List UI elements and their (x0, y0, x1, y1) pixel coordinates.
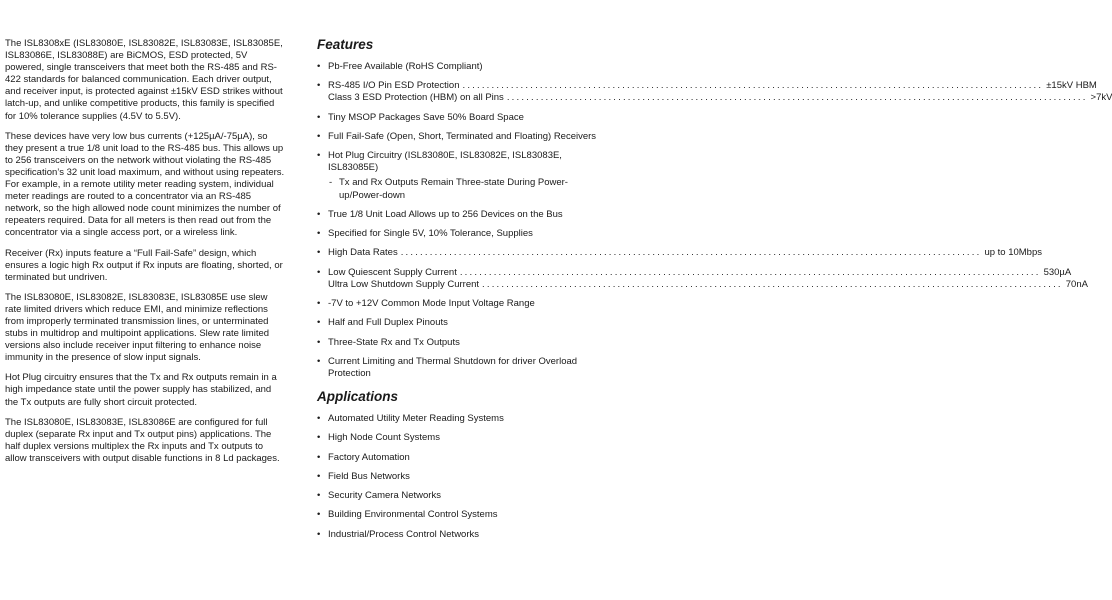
feature-item (317, 317, 597, 329)
dot-leader: ........................................................................................................................ (506, 92, 1088, 104)
application-item: • Industrial/Process Control Networks (317, 529, 597, 541)
spec-label: • Low Quiescent Supply Current (328, 266, 457, 278)
feature-item (317, 150, 597, 201)
dot-leader: ........................................................................................................................ (400, 247, 982, 259)
spec-value: 70nA (1065, 278, 1088, 290)
spec-line (328, 278, 1088, 291)
spec-line (328, 266, 1072, 279)
dot-leader: ........................................................................................................................ (459, 266, 1041, 278)
application-item: • Building Environmental Control Systems (317, 509, 597, 521)
feature-item (317, 61, 597, 73)
feature-subitem: - Tx and Rx Outputs Remain Three-state During Power-up/Power-down (328, 177, 597, 201)
feature-text: Half and Full Duplex Pinouts (328, 317, 448, 329)
application-item: • Security Camera Networks (317, 490, 597, 502)
feature-text: Pb-Free Available (RoHS Compliant) (328, 61, 483, 72)
feature-item (317, 266, 1088, 291)
spec-label: • High Data Rates (328, 247, 398, 259)
spec-label: • RS-485 I/O Pin ESD Protection (328, 80, 460, 92)
feature-text: Current Limiting and Thermal Shutdown for driver Overload Protection (328, 355, 578, 379)
description-paragraph: Hot Plug circuitry ensures that the Tx and Rx outputs remain in a high impedance state until the power supply has stabilized, and the Tx outputs are fully short circuit protected. (5, 372, 277, 408)
spec-value: ±15kV HBM (1046, 80, 1097, 92)
spec-label: Ultra Low Shutdown Supply Current (328, 278, 480, 290)
feature-item (317, 209, 597, 221)
spec-value: >7kV (1090, 92, 1112, 104)
right-column (317, 37, 1112, 548)
spec-line (328, 80, 1097, 92)
application-item: • Field Bus Networks (317, 471, 597, 483)
features-heading: Features (317, 37, 374, 52)
feature-item (317, 247, 1043, 259)
spec-line (328, 247, 1043, 259)
feature-item (317, 112, 597, 124)
applications-heading: Applications (317, 389, 399, 405)
feature-text: Three-State Rx and Tx Outputs (328, 336, 460, 348)
applications-section (317, 389, 597, 541)
application-item: • High Node Count Systems (317, 432, 597, 444)
dot-leader: ........................................................................................................................ (482, 278, 1063, 290)
feature-item (317, 228, 597, 240)
feature-text: -7V to +12V Common Mode Input Voltage Range (328, 298, 535, 309)
feature-item (317, 356, 597, 380)
features-section (317, 37, 1112, 380)
description-column (5, 38, 286, 473)
feature-text: True 1/8 Unit Load Allows up to 256 Devices on the Bus (328, 208, 563, 220)
dot-leader: ........................................................................................................................ (462, 80, 1044, 92)
feature-text: Full Fail-Safe (Open, Short, Terminated and Floating) Receivers (328, 130, 597, 142)
feature-text: Specified for Single 5V, 10% Tolerance, Supplies (328, 228, 533, 240)
description-paragraph: These devices have very low bus currents (+125µA/-75µA), so they present a true 1/8 unit load to the RS-485 bus. This allows up to 256 transceivers on the network without violating the RS-485 specification’s 32 unit load maximum, and without using repeaters. For example, in a remote utility meter reading system, individual meter readings are routed to a concentrator via an RS-485 network, so the high allowed node count minimizes the number of repeaters required. Data for all meters is then read out from the concentrator via a single access port, or a wireless link. (5, 130, 285, 239)
feature-text: Hot Plug Circuitry (ISL83080E, ISL83082E, ISL83083E, ISL83085E) (328, 150, 562, 174)
feature-sublist (328, 177, 597, 201)
description-paragraph: The ISL83080E, ISL83083E, ISL83086E are configured for full duplex (separate Rx input and Tx output pins) applications. The half duplex versions multiplex the Rx inputs and Tx outputs to allow transceivers with output disable functions in 8 Ld packages. (5, 416, 280, 464)
description-paragraph: Receiver (Rx) inputs feature a “Full Fail-Safe” design, which ensures a logic high Rx output if Rx inputs are floating, shorted, or terminated but undriven. (5, 247, 283, 283)
spec-line (328, 92, 1112, 104)
features-list (317, 61, 1112, 380)
applications-list (317, 413, 597, 541)
description-paragraph: The ISL83080E, ISL83082E, ISL83083E, ISL83085E use slew rate limited drivers which reduce EMI, and minimize reflections from improperly terminated transmission lines, or unterminated stubs in multidrop and multipoint applications. Slew rate limited versions also include receiver input filtering to enhance noise immunity in the presence of slow input signals. (5, 291, 270, 364)
feature-item (317, 80, 1112, 104)
application-item: • Factory Automation (317, 452, 597, 464)
feature-item (317, 131, 597, 143)
feature-text: Tiny MSOP Packages Save 50% Board Space (328, 111, 524, 123)
spec-value: up to 10Mbps (984, 247, 1043, 259)
feature-item (317, 298, 597, 310)
spec-label: Class 3 ESD Protection (HBM) on all Pins (328, 92, 504, 104)
spec-value: 530µA (1043, 266, 1072, 278)
description-paragraph: The ISL8308xE (ISL83080E, ISL83082E, ISL83083E, ISL83085E, ISL83086E, ISL83088E) are BiCMOS, ESD protected, 5V powered, single transceivers that meet both the RS-485 and RS-422 standards for balanced communication. Each driver output, and receiver input, is protected against ±15kV ESD strikes without latch-up, and unlike competitive products, this family is specified for 10% tolerance supplies (4.5V to 5.5V). (5, 38, 283, 122)
application-item: • Automated Utility Meter Reading Systems (317, 413, 597, 425)
feature-item (317, 337, 597, 349)
